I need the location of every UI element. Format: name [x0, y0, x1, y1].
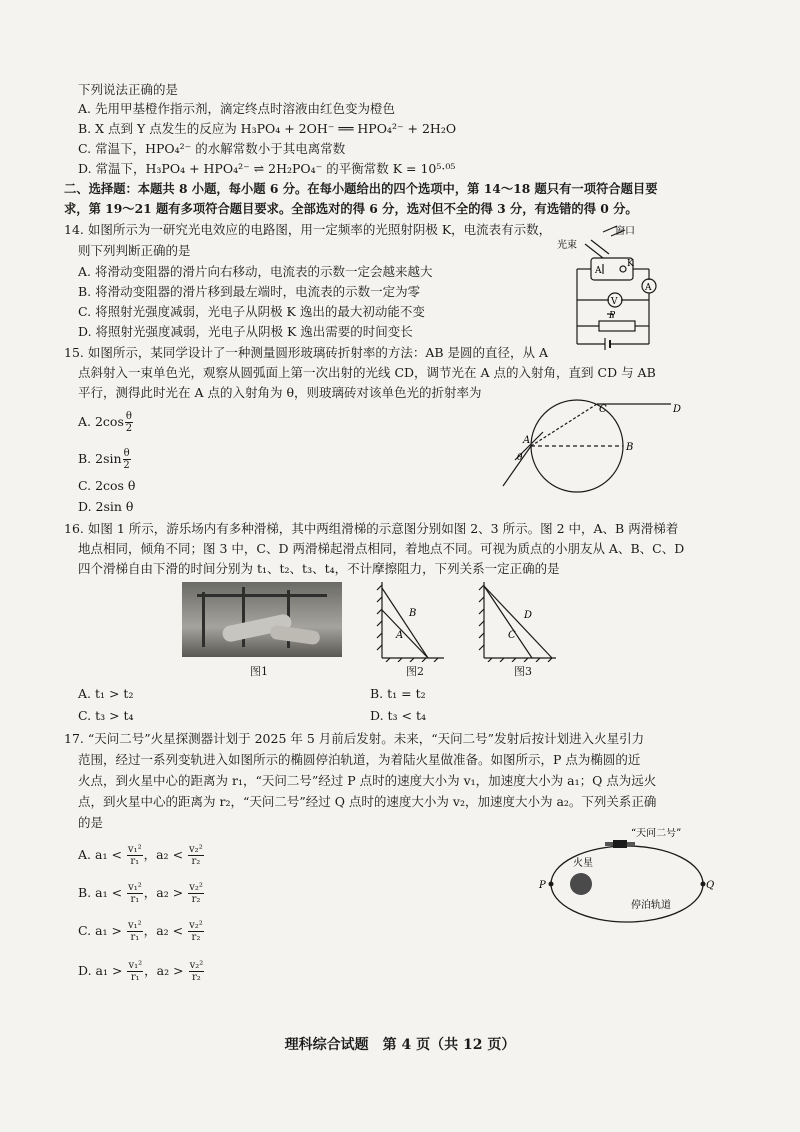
- anode-label: A: [595, 266, 602, 276]
- cathode-label: K: [627, 259, 634, 269]
- q15-line3: 平行，测得此时光在 A 点的入射角为 θ，则玻璃砖对该单色光的折射率为: [78, 385, 482, 400]
- q17-option-a: A. a₁ < $\frac{\text{v₁²}}{\text{r₁}}$ ，a₂ < $\frac{\text{v₂²}}{\text{r₂}}$: [78, 844, 203, 867]
- light-beam-line: [585, 244, 603, 258]
- q14-option-d: D. 将照射光强度减弱，光电子从阴极 K 逸出需要的时间变长: [78, 324, 413, 339]
- fig2-caption: 图2: [406, 665, 424, 678]
- q15-option-b: B. 2sin $\frac{\theta}{2}$: [78, 448, 130, 471]
- q16-option-d: D. t₃ < t₄: [370, 708, 427, 723]
- fig3-caption: 图3: [514, 665, 532, 678]
- slider-label: P: [609, 311, 616, 321]
- q13-stem: 下列说法正确的是: [78, 82, 179, 97]
- point-a-label: A: [523, 435, 531, 446]
- probe-label: “天问二号”: [631, 828, 682, 839]
- q14-line1: 14. 如图所示为一研究光电效应的电路图，用一定频率的光照射阴极 K，电流表有示数，: [64, 222, 552, 237]
- q16-option-b: B. t₁ = t₂: [370, 686, 426, 701]
- q16-line1: 16. 如图 1 所示，游乐场内有多种滑梯，其中两组滑梯的示意图分别如图 2、3 所示。图 2 中，A、B 两滑梯着: [64, 521, 679, 536]
- fig1-caption: 图1: [250, 665, 268, 678]
- mars-planet: [570, 873, 592, 895]
- q16-line3: 四个滑梯自由下滑的时间分别为 t₁、t₂、t₃、t₄，不计摩擦阻力，下列关系一定正确的是: [78, 561, 560, 576]
- q16-option-a: A. t₁ > t₂: [78, 686, 134, 701]
- ammeter-label: A: [645, 283, 652, 293]
- q14-option-a: A. 将滑动变阻器的滑片向右移动，电流表的示数一定会越来越大: [78, 264, 433, 279]
- point-q-label: Q: [706, 880, 715, 891]
- q16-line2: 地点相同，倾角不同；图 3 中，C、D 两滑梯起滑点相同，着地点不同。可视为质点的小朋友从 A、B、C、D: [78, 541, 685, 556]
- q15-option-a: A. 2cos $\frac{\theta}{2}$: [78, 411, 133, 434]
- mars-label: 火星: [573, 858, 593, 869]
- q17-line2: 范围，经过一系列变轨进入如图所示的椭圆停泊轨道，为着陆火星做准备。如图所示，P 点为椭圆的近: [78, 752, 641, 767]
- q15-line1: 15. 如图所示，某同学设计了一种测量圆形玻璃砖折射率的方法：AB 是圆的直径，从 A: [64, 345, 549, 360]
- q17-option-d: D. a₁ > $\frac{\text{v₁²}}{\text{r₁}}$ ，a₂ > $\frac{\text{v₂²}}{\text{r₂}}$: [78, 960, 204, 983]
- slide-d-label: D: [524, 610, 533, 621]
- q17-line5: 的是: [78, 815, 104, 830]
- theta-label: θ: [517, 453, 523, 463]
- q15-option-d: D. 2sin θ: [78, 499, 134, 514]
- q14-circuit-figure: [525, 222, 675, 357]
- voltmeter-label: V: [611, 297, 618, 307]
- fig2-slides: [376, 580, 446, 662]
- q13-option-b: B. X 点到 Y 点发生的反应为 H₃PO₄ + 2OH⁻ ══ HPO₄²⁻ + 2H₂O: [78, 121, 457, 136]
- q13-option-a: A. 先用甲基橙作指示剂，滴定终点时溶液由红色变为橙色: [78, 101, 395, 116]
- q15-circle-figure: [495, 398, 685, 498]
- orbit-label: 停泊轨道: [631, 900, 671, 911]
- q14-option-b: B. 将滑动变阻器的滑片移到最左端时，电流表的示数一定为零: [78, 284, 421, 299]
- point-c-label: C: [599, 404, 607, 415]
- section2-line2: 求，第 19～21 题有多项符合题目要求。全部选对的得 6 分，选对但不全的得 3 分，有选错的得 0 分。: [64, 201, 638, 216]
- q17-line3: 火点，到火星中心的距离为 r₁，“天问二号”经过 P 点时的速度大小为 v₁，加速度大小为 a₁；Q 点为远火: [78, 773, 657, 788]
- playground-photo: [182, 582, 342, 657]
- fig3-slides: [478, 580, 558, 662]
- section2-line1: 二、选择题：本题共 8 小题，每小题 6 分。在每小题给出的四个选项中，第 14～18 题只有一项符合题目要: [64, 181, 658, 196]
- beam-label: 光束: [557, 240, 577, 251]
- point-b-label: B: [626, 442, 634, 453]
- window-label: 窗口: [615, 226, 635, 237]
- q17-orbit-figure: [535, 828, 715, 928]
- point-p-label: P: [539, 880, 546, 891]
- slide-c-label: C: [508, 630, 516, 641]
- q16-option-c: C. t₃ > t₄: [78, 708, 134, 723]
- q13-option-d: D. 常温下，H₃PO₄ + HPO₄²⁻ ⇌ 2H₂PO₄⁻ 的平衡常数 K = 10⁵·⁰⁵: [78, 161, 456, 176]
- slide-b-label: B: [409, 608, 417, 619]
- q17-option-c: C. a₁ > $\frac{\text{v₁²}}{\text{r₁}}$ ，a₂ < $\frac{\text{v₂²}}{\text{r₂}}$: [78, 920, 203, 943]
- q14-line2: 则下列判断正确的是: [78, 243, 191, 258]
- page-footer: 理科综合试题 第 4 页（共 12 页）: [284, 1037, 516, 1053]
- q15-option-c: C. 2cos θ: [78, 478, 136, 493]
- slide-a-label: A: [396, 630, 404, 641]
- q17-line1: 17. “天问二号”火星探测器计划于 2025 年 5 月前后发射。未来，“天问二号”发射后按计划进入火星引力: [64, 731, 645, 746]
- q13-option-c: C. 常温下，HPO₄²⁻ 的水解常数小于其电离常数: [78, 141, 346, 156]
- q17-line4: 点，到火星中心的距离为 r₂，“天问二号”经过 Q 点时的速度大小为 v₂，加速度大小为 a₂。下列关系正确: [78, 794, 657, 809]
- q14-option-c: C. 将照射光强度减弱，光电子从阴极 K 逸出的最大初动能不变: [78, 304, 425, 319]
- q17-option-b: B. a₁ < $\frac{\text{v₁²}}{\text{r₁}}$ ，a₂ > $\frac{\text{v₂²}}{\text{r₂}}$: [78, 882, 203, 905]
- point-d-label: D: [673, 404, 682, 415]
- q15-line2: 点斜射入一束单色光，观察从圆弧面上第一次出射的光线 CD，调节光在 A 点的入射角，直到 CD 与 AB: [78, 365, 656, 380]
